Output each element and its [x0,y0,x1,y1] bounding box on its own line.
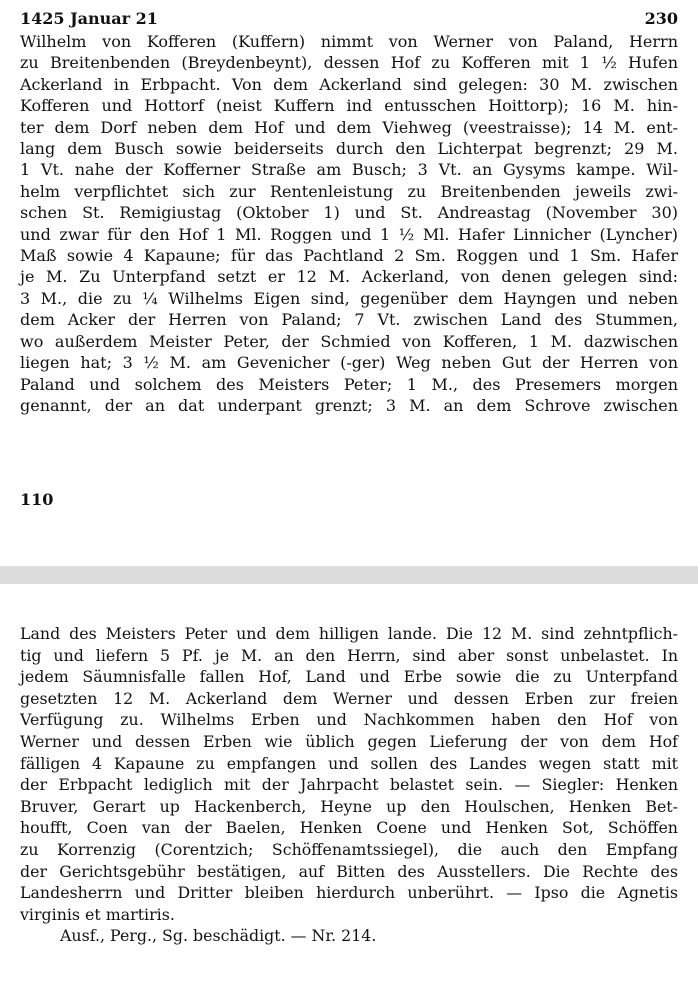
page-divider [0,566,698,584]
text-line: lang dem Busch sowie beiderseits durch den Lichterpat begrenzt; 29 M. [20,139,678,159]
document-number: 230 [644,9,678,28]
text-line-highlighted: Kofferen und Hottorf (neist Kuffern ind entusschen Hoittorp); 16 M. hin- [20,96,678,116]
text-line: und zwar für den Hof 1 Ml. Roggen und 1 ½ Ml. Hafer Linnicher (Lyncher) [20,224,678,244]
text-line: der Erbpacht lediglich mit der Jahrpacht belastet sein. — Siegler: Henken [20,775,678,795]
text-line: Land des Meisters Peter und dem hilligen lande. Die 12 M. sind zehntpflich- [20,624,678,643]
top-body-text [20,31,678,416]
text-line: liegen hat; 3 ½ M. am Gevenicher (-ger) Weg neben Gut der Herren von [20,353,678,373]
text-line: zu Korrenzig (Corentzich; Schöffenamtssiegel), die auch den Empfang [20,839,678,859]
page-header [20,8,678,30]
text-line: schen St. Remigiustag (Oktober 1) und St. Andreastag (November 30) [20,203,678,223]
text-line: tig und liefern 5 Pf. je M. an den Herrn, sind aber sonst unbelastet. In [20,645,678,665]
bottom-body-text [20,623,678,947]
text-line: jedem Säumnisfalle fallen Hof, Land und Erbe sowie die zu Unterpfand [20,667,678,687]
text-line: Wilhelm von Kofferen (Kuffern) nimmt von Werner von Paland, Herrn [20,32,678,51]
text-line: virginis et martiris. [20,904,175,924]
text-line: Paland und solchem des Meisters Peter; 1 M., des Presemers morgen [20,374,678,394]
text-line: genannt, der an dat underpant grenzt; 3 M. an dem Schrove zwischen [20,395,678,415]
text-line: der Gerichtsgebühr bestätigen, auf Bitten des Ausstellers. Die Rechte des [20,861,678,881]
text-line: gesetzten 12 M. Ackerland dem Werner und dessen Erben zur freien [20,688,678,708]
text-line: wo außerdem Meister Peter, der Schmied von Kofferen, 1 M. dazwischen [20,331,678,351]
text-line: Maß sowie 4 Kapaune; für das Pachtland 2 Sm. Roggen und 1 Sm. Hafer [20,246,678,266]
text-line: je M. Zu Unterpfand setzt er 12 M. Ackerland, von denen gelegen sind: [20,267,678,287]
text-line: Ackerland in Erbpacht. Von dem Ackerland sind gelegen: 30 M. zwischen [20,74,678,94]
document-page-bottom [0,584,698,990]
text-line: 3 M., die zu ¼ Wilhelms Eigen sind, gegenüber dem Hayngen und neben [20,288,678,308]
text-line: Landesherrn und Dritter bleiben hierdurch unberührt. — Ipso die Agnetis [20,883,678,903]
text-line: Bruver, Gerart up Hackenberch, Heyne up den Houlschen, Henken Bet- [20,796,678,816]
text-line: houfft, Coen van der Baelen, Henken Coene und Henken Sot, Schöffen [20,818,678,838]
text-line: helm verpflichtet sich zur Rentenleistung zu Breitenbenden jeweils zwi- [20,181,678,201]
text-line: fälligen 4 Kapaune zu empfangen und sollen des Landes wegen statt mit [20,753,678,773]
text-line: Werner und dessen Erben wie üblich gegen Lieferung der von dem Hof [20,731,678,751]
text-line: dem Acker der Herren von Paland; 7 Vt. zwischen Land des Stummen, [20,310,678,330]
source-note: Ausf., Perg., Sg. beschädigt. — Nr. 214. [60,926,377,946]
text-line: zu Breitenbenden (Breydenbeynt), dessen Hof zu Kofferen mit 1 ½ Hufen [20,53,678,73]
text-line: Verfügung zu. Wilhelms Erben und Nachkommen haben den Hof von [20,710,678,730]
document-date: 1425 Januar 21 [20,9,158,28]
text-line: 1 Vt. nahe der Kofferner Straße am Busch; 3 Vt. an Gysyms kampe. Wil- [20,160,678,180]
page-number: 110 [20,490,54,509]
text-line: ter dem Dorf neben dem Hof und dem Viehweg (veestraisse); 14 M. ent- [20,117,678,137]
